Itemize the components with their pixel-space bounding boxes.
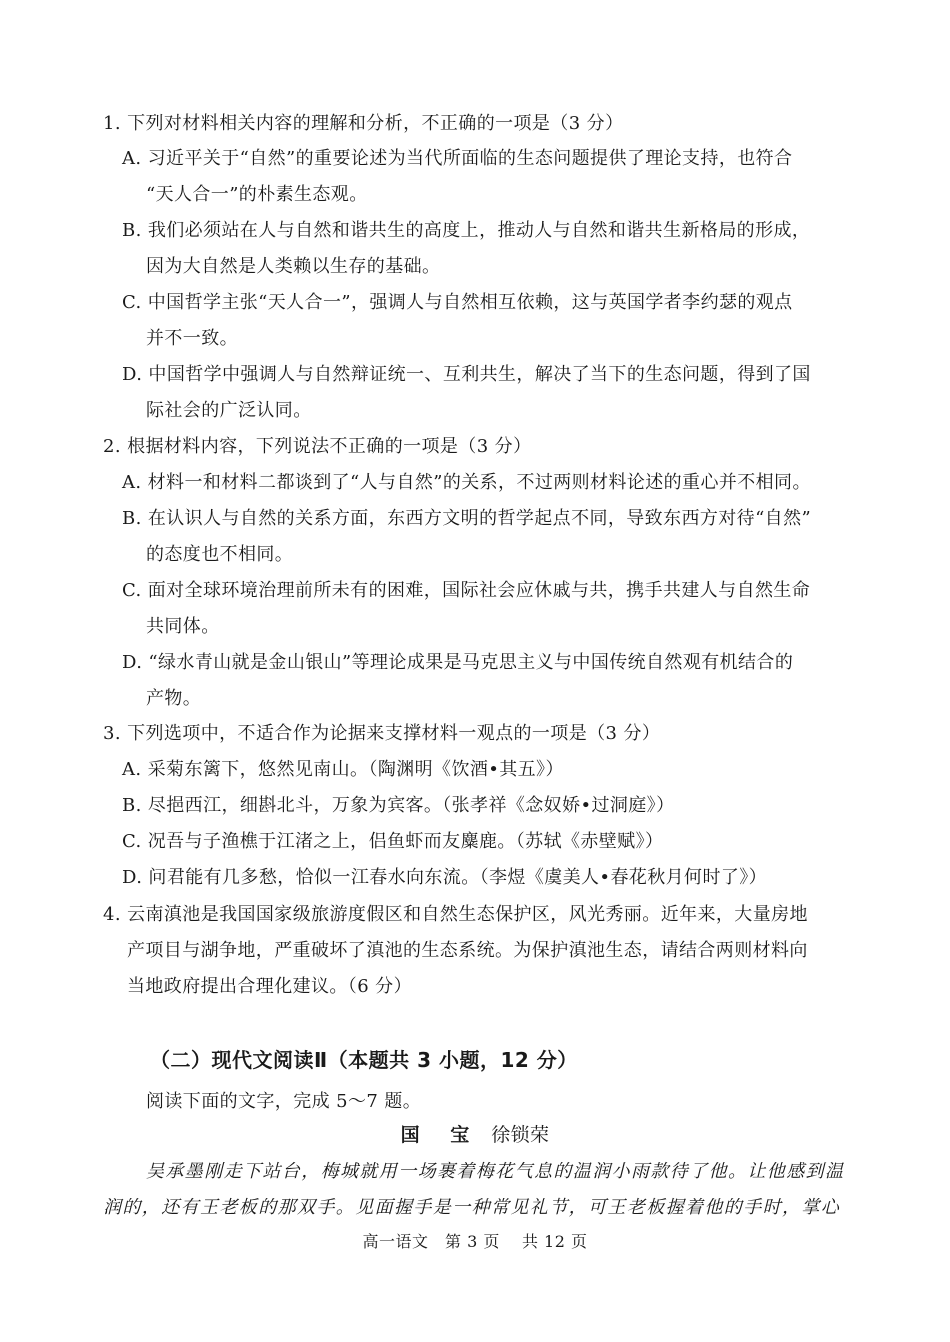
q4-line-2: 产项目与湖争地，严重破坏了滇池的生态系统。为保护滇池生态，请结合两则材料向 <box>127 940 808 961</box>
q3-option-d: D. 问君能有几多愁，恰似一江春水向东流。（李煜《虞美人•春花秋月何时了》） <box>122 867 768 888</box>
passage-title: 国 宝 <box>400 1124 482 1146</box>
passage-title-line <box>0 1123 950 1147</box>
q1-stem: 1. 下列对材料相关内容的理解和分析，不正确的一项是（3 分） <box>103 113 624 134</box>
passage-paragraph-line-2: 润的，还有王老板的那双手。见面握手是一种常见礼节，可王老板握着他的手时，掌心 <box>103 1197 841 1218</box>
q1-option-c: C. 中国哲学主张“天人合一”，强调人与自然相互依赖，这与英国学者李约瑟的观点 <box>122 292 793 313</box>
q2-option-d: D. “绿水青山就是金山银山”等理论成果是马克思主义与中国传统自然观有机结合的 <box>122 652 794 673</box>
q2-option-b: B. 在认识人与自然的关系方面，东西方文明的哲学起点不同，导致东西方对待“自然” <box>122 508 812 529</box>
q3-option-c: C. 况吾与子渔樵于江渚之上，侣鱼虾而友麋鹿。（苏轼《赤壁赋》） <box>122 831 664 852</box>
q1-option-a-cont: “天人合一”的朴素生态观。 <box>146 184 368 205</box>
q3-option-b: B. 尽挹西江，细斟北斗，万象为宾客。（张孝祥《念奴娇•过洞庭》） <box>122 795 675 816</box>
passage-author: 徐锁荣 <box>491 1124 550 1146</box>
passage-paragraph-line-1: 吴承墨刚走下站台，梅城就用一场裹着梅花气息的温润小雨款待了他。让他感到温 <box>146 1161 845 1182</box>
q2-option-b-cont: 的态度也不相同。 <box>146 544 294 565</box>
q1-option-d-cont: 际社会的广泛认同。 <box>146 400 312 421</box>
page-footer: 高一语文 第 3 页 共 12 页 <box>362 1232 588 1251</box>
q1-option-d: D. 中国哲学中强调人与自然辩证统一、互利共生，解决了当下的生态问题，得到了国 <box>122 364 811 385</box>
q4-line-1: 4. 云南滇池是我国国家级旅游度假区和自然生态保护区，风光秀丽。近年来，大量房地 <box>103 904 808 925</box>
q2-option-c: C. 面对全球环境治理前所未有的困难，国际社会应休戚与共，携手共建人与自然生命 <box>122 580 811 601</box>
q3-option-a: A. 采菊东篱下，悠然见南山。（陶渊明《饮酒•其五》） <box>122 759 564 780</box>
q2-stem: 2. 根据材料内容，下列说法不正确的一项是（3 分） <box>103 436 532 457</box>
q1-option-c-cont: 并不一致。 <box>146 328 238 349</box>
section-heading: （二）现代文阅读Ⅱ（本题共 3 小题，12 分） <box>150 1048 578 1072</box>
q1-option-a: A. 习近平关于“自然”的重要论述为当代所面临的生态问题提供了理论支持，也符合 <box>122 148 793 169</box>
q4-line-3: 当地政府提出合理化建议。（6 分） <box>127 976 412 997</box>
q2-option-d-cont: 产物。 <box>146 688 202 709</box>
q2-option-a: A. 材料一和材料二都谈到了“人与自然”的关系，不过两则材料论述的重心并不相同。 <box>122 472 811 493</box>
q2-option-c-cont: 共同体。 <box>146 616 220 637</box>
q1-option-b-cont: 因为大自然是人类赖以生存的基础。 <box>146 256 441 277</box>
q1-option-b: B. 我们必须站在人与自然和谐共生的高度上，推动人与自然和谐共生新格局的形成， <box>122 220 811 241</box>
reading-instruction: 阅读下面的文字，完成 5～7 题。 <box>146 1091 422 1112</box>
q3-stem: 3. 下列选项中，不适合作为论据来支撑材料一观点的一项是（3 分） <box>103 723 661 744</box>
